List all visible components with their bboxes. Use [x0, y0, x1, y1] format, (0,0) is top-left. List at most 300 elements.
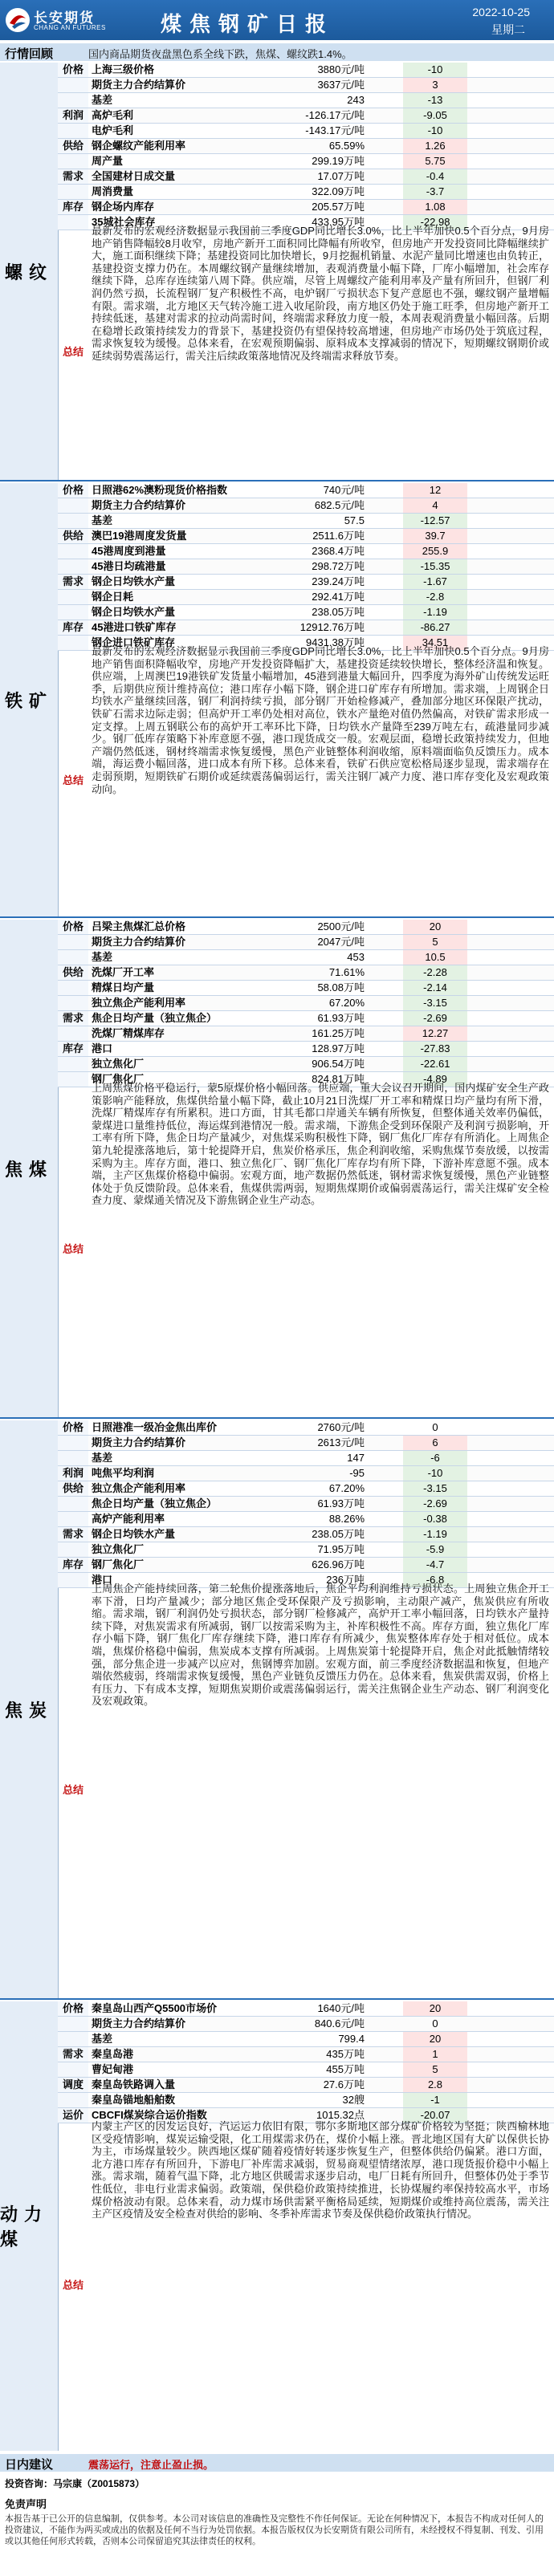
table-row [58, 996, 554, 1011]
row-indicator: 钢企场内库存 [92, 201, 155, 213]
summary-text: 内蒙主产区的因发运良好，汽运运力依旧有限，鄂尔多斯地区部分煤矿价格较为坚挺；陕西榆林地区受疫情影响，煤炭运输受限，化工用煤需求仍在，煤价小幅上涨。晋北地区国有大矿以保供长协为主，市场煤量较少。陕西地区煤矿随着疫情好转逐步恢复生产，但整体供给仍偏紧。港口方面，北方港口库存有所回升，下游电厂补库需求减弱，贸易商观望情绪浓厚，港口现货报价稳中小幅上涨。需求端，随着气温下降，北方地区供暖需求逐步启动，电厂日耗有所回升，但整体仍处于季节性低位，非电行业需求偏弱。政策端，保供稳价政策持续推进，长协煤履约率保持较高水平，市场煤价格波动有限。总体来看，动力煤市场供需紧平衡格局延续，短期煤价或维持高位震荡，需关注主产区疫情及安全检查对供给的影响、冬季补库需求节奏及保供稳价政策执行情况。 [92, 2120, 549, 2220]
table-row [58, 154, 554, 169]
row-subcategory: 库存 [58, 620, 88, 635]
row-subcategory [58, 1026, 88, 1041]
category-label: 焦炭 [0, 1420, 59, 1998]
report-weekday: 星期二 [491, 23, 525, 36]
summary-panel [58, 1080, 554, 1416]
section-divider [0, 1417, 554, 1419]
row-value: 2368.4万吨 [312, 545, 365, 557]
row-value: 626.96万吨 [312, 1558, 365, 1570]
row-value: 58.08万吨 [317, 981, 365, 993]
row-value: 128.97万吨 [312, 1042, 365, 1054]
row-change: 12.27 [403, 1026, 467, 1041]
row-subcategory: 需求 [58, 169, 88, 184]
row-change: 6 [403, 1436, 467, 1450]
row-indicator: 吨焦平均利润 [92, 1467, 155, 1479]
row-indicator: 吕梁主焦煤汇总价格 [92, 920, 186, 932]
row-indicator: 电炉毛利 [92, 124, 134, 136]
row-subcategory [58, 93, 88, 108]
row-subcategory [58, 1512, 88, 1526]
row-subcategory: 供给 [58, 965, 88, 980]
row-value: 799.4 [338, 2033, 365, 2045]
row-indicator: 期货主力合约结算价 [92, 1436, 186, 1448]
row-indicator: CBCFI煤炭综合运价指数 [92, 2109, 207, 2121]
row-subcategory [58, 950, 88, 965]
row-subcategory: 价格 [58, 483, 88, 498]
table-row [58, 1420, 554, 1436]
row-indicator: 钢企日耗 [92, 591, 134, 603]
summary-label: 总结 [62, 1242, 84, 1255]
row-subcategory: 需求 [58, 575, 88, 589]
row-change: 5.75 [403, 154, 467, 169]
summary-panel [58, 644, 554, 915]
row-value: 32艘 [342, 2094, 365, 2106]
row-subcategory [58, 2017, 88, 2031]
row-change: 5 [403, 2062, 467, 2077]
indicator-table [58, 2001, 554, 2123]
row-value: 239.24万吨 [312, 575, 365, 587]
row-subcategory: 库存 [58, 1558, 88, 1572]
row-indicator: 45港进口铁矿库存 [92, 621, 177, 633]
row-subcategory [58, 1057, 88, 1071]
row-value: 1640元/吨 [317, 2002, 365, 2014]
row-subcategory: 价格 [58, 2001, 88, 2016]
summary-panel [58, 1581, 554, 1997]
row-indicator: 钢厂焦化厂 [92, 1073, 145, 1085]
row-value: 61.93万吨 [317, 1012, 365, 1024]
row-change: -86.27 [403, 620, 467, 635]
row-indicator: 秦皇岛山西产Q5500市场价 [92, 2002, 218, 2014]
row-indicator: 钢厂焦化厂 [92, 1558, 145, 1570]
table-row [58, 2078, 554, 2093]
row-subcategory: 价格 [58, 920, 88, 934]
row-change: 20 [403, 2032, 467, 2046]
intraday-advice-label: 日内建议 [5, 2458, 54, 2472]
table-row [58, 2032, 554, 2047]
table-row [58, 950, 554, 965]
thermal-coal-section [0, 2001, 554, 2451]
row-change: 20 [403, 920, 467, 934]
brand-name-en: CHANG AN FUTURES [34, 24, 106, 31]
table-row [58, 1026, 554, 1042]
report-header [0, 0, 554, 40]
row-indicator: 独立焦企产能利用率 [92, 997, 186, 1009]
row-indicator: 基差 [92, 514, 113, 526]
row-change: -0.38 [403, 1512, 467, 1526]
category-label: 铁矿 [0, 483, 59, 916]
row-change: 1.08 [403, 200, 467, 214]
table-row [58, 1542, 554, 1558]
row-value: 435万吨 [326, 2048, 365, 2060]
summary-text: 上周焦企产能持续回落，第二轮焦价提涨落地后，焦企平均利润维持亏损状态。上周独立焦企开工率下滑，日均产量减少；部分地区焦企受环保限产及亏损影响，主动限产减产，焦炭供应有所收缩。需求端，钢厂利润仍处亏损状态，部分钢厂检修减产，高炉开工率小幅回落，日均铁水产量持续下降，对焦炭需求有所减弱，钢厂以按需采购为主，补库积极性不高。库存方面，独立焦化厂库存小幅下降，钢厂焦化厂库存继续下降，港口库存有所减少，焦炭整体库存处于相对低位。成本端，焦煤价格稳中偏弱，焦炭成本支撑有所减弱。上周焦炭第十轮提降开启，焦企对此抵触情绪较强，部分焦企进一步减产以应对，焦钢博弈加剧。宏观方面，前三季度经济数据温和恢复，但地产端依然疲弱，终端需求恢复缓慢，黑色产业链负反馈压力仍在。总体来看，焦炭供需双弱，价格上有压力、下有成本支撑，短期焦炭期价或震荡偏弱运行，需关注焦钢企业生产动态、钢厂利润变化及宏观政策。 [92, 1583, 549, 1708]
row-value: 1015.32点 [316, 2109, 365, 2121]
row-indicator: 45港日均疏港量 [92, 560, 166, 572]
row-subcategory [58, 590, 88, 604]
indicator-table [58, 1420, 554, 1588]
table-row [58, 108, 554, 124]
row-subcategory: 需求 [58, 1527, 88, 1542]
row-indicator: 钢企日均铁水产量 [92, 606, 176, 618]
row-change: -10 [403, 124, 467, 138]
row-change: 255.9 [403, 544, 467, 559]
row-change: -10 [403, 1466, 467, 1481]
row-change: -2.69 [403, 1497, 467, 1511]
row-value: 740元/吨 [323, 484, 365, 496]
row-subcategory [58, 996, 88, 1010]
row-subcategory [58, 935, 88, 949]
row-value: 243 [347, 94, 365, 106]
category-label: 动力煤 [0, 2001, 59, 2451]
row-subcategory [58, 544, 88, 559]
row-indicator: 期货主力合约结算价 [92, 499, 186, 511]
summary-text: 最新发布的宏观经济数据显示我国前三季度GDP同比增长3.0%，比上半年加快0.5个百分点，9月房地产销售降幅较8月收窄，房地产新开工面积同比降幅有所收窄，但房地产开发投资同比降幅继续扩大，施工面积继续下降；基建投资同比加快增长，9月挖掘机销量、水泥产量同比增速也由负转正，基建投资支撑力仍在。本周螺纹钢产量继续增加，表观消费量小幅下降，厂库小幅增加，社会库存继续下降，总库存连续第八周下降。供应端，尽管上周螺纹产能利用率及产量有所回升，但钢厂利润仍然亏损，长流程钢厂复产积极性不高，电炉钢厂亏损状态下复产意愿也不强，螺纹钢产量增幅有限。需求端，北方地区天气转冷施工进入收尾阶段，南方地区仍处于施工旺季，但房地产新开工持续低迷，基建对需求的拉动尚需时间，终端需求释放力度一般，本周表观消费量小幅回落。后期在稳增长政策持续发力的背景下，基建投资仍有望保持较高增速，但房地产市场仍处于筑底过程，需求恢复较为缓慢。总体来看，在宏观预期偏弱、原料成本支撑减弱的情况下，短期螺纹钢期价或延续弱势震荡运行，需关注后续政策落地情况及终端需求释放节奏。 [92, 225, 549, 362]
row-value: 238.05万吨 [312, 1528, 365, 1540]
row-change: -2.14 [403, 981, 467, 995]
report-footer [0, 2475, 554, 2576]
row-indicator: 周产量 [92, 155, 124, 167]
row-subcategory [58, 605, 88, 620]
row-subcategory [58, 2093, 88, 2107]
table-row [58, 139, 554, 154]
row-change: -1.19 [403, 605, 467, 620]
row-subcategory: 库存 [58, 1042, 88, 1056]
row-change: -4.89 [403, 1072, 467, 1087]
row-subcategory: 价格 [58, 1420, 88, 1435]
row-indicator: 焦企日均产量（独立焦企） [92, 1012, 218, 1024]
row-value: -95 [349, 1467, 365, 1479]
summary-text: 上周焦煤价格平稳运行，蒙5原煤价格小幅回落。供应端，重大会议召开期间，国内煤矿安全生产政策影响产能释放，焦煤供给量小幅下降，截止10月21日洗煤厂开工率和精煤日均产量均有所下滑，洗煤厂精煤库存有所累积。进口方面，甘其毛都口岸通关车辆有所恢复，但整体通关效率仍偏低，蒙煤进口量维持低位，海运煤到港情况一般。需求端，下游焦企受到环保限产及利润亏损影响，开工率有所下降，焦企日均产量减少，对焦煤采购积极性下降，钢厂焦化厂库存有所消化。上周焦企第九轮提涨落地后，第十轮提降开启，焦炭价格承压，焦企利润收缩，采购焦煤节奏放缓，以按需采购为主。库存方面，港口、独立焦化厂、钢厂焦化厂库存均有所下降，下游补库意愿不强。成本端，主产区焦煤价格稳中偏弱。宏观方面，地产数据仍然低迷，钢材需求恢复缓慢，黑色产业链整体处于负反馈阶段。总体来看，焦煤供需两弱，短期焦煤期价或偏弱震荡运行，需关注煤矿安全检查力度、蒙煤通关情况及下游焦钢企业生产动态。 [92, 1082, 549, 1207]
summary-panel [58, 2119, 554, 2449]
row-change: 1.26 [403, 139, 467, 153]
section-divider [0, 1998, 554, 2000]
row-change: -3.15 [403, 1481, 467, 1496]
table-row [58, 920, 554, 935]
table-row [58, 1057, 554, 1072]
row-change: -4.7 [403, 1558, 467, 1572]
row-value: 2760元/吨 [317, 1421, 365, 1433]
brand-logo [5, 5, 117, 35]
summary-label: 总结 [62, 345, 84, 358]
row-value: 2613元/吨 [317, 1436, 365, 1448]
row-value: 682.5元/吨 [314, 499, 365, 511]
row-value: 322.09万吨 [312, 185, 365, 197]
disclaimer-title: 免责声明 [5, 2498, 47, 2510]
row-subcategory [58, 1497, 88, 1511]
market-review-note: 国内商品期货夜盘黑色系全线下跌，焦煤、螺纹跌1.4%。 [88, 48, 352, 60]
row-indicator: 独立焦企产能利用率 [92, 1482, 186, 1494]
row-change: -2.8 [403, 590, 467, 604]
row-value: 3637元/吨 [317, 79, 365, 91]
table-row [58, 1558, 554, 1573]
row-value: 61.93万吨 [317, 1497, 365, 1509]
row-indicator: 45港周度到港量 [92, 545, 166, 557]
row-value: 292.41万吨 [312, 591, 365, 603]
category-label: 焦煤 [0, 920, 59, 1417]
analyst-line: 投资咨询：马宗康（Z0015873） [5, 2478, 145, 2489]
row-value: 71.95万吨 [317, 1543, 365, 1555]
row-change: -6 [403, 1451, 467, 1465]
row-value: 9431.38万吨 [306, 636, 365, 648]
report-date: 2022-10-25 [472, 6, 530, 18]
row-indicator: 洗煤厂开工率 [92, 966, 155, 978]
row-indicator: 基差 [92, 1452, 113, 1464]
row-indicator: 秦皇岛锚地船舶数 [92, 2094, 176, 2106]
row-indicator: 日照港62%澳粉现货价格指数 [92, 484, 228, 496]
row-value: 840.6元/吨 [314, 2017, 365, 2030]
row-subcategory [58, 514, 88, 528]
rebar-section [0, 63, 554, 480]
row-subcategory [58, 154, 88, 169]
row-value: 17.07万吨 [317, 170, 365, 182]
row-indicator: 港口 [92, 1042, 113, 1054]
row-subcategory: 库存 [58, 200, 88, 214]
row-value: 2500元/吨 [317, 920, 365, 932]
row-indicator: 独立焦化厂 [92, 1543, 145, 1555]
table-row [58, 981, 554, 996]
row-change: 10.5 [403, 950, 467, 965]
table-row [58, 529, 554, 544]
report-title: 煤焦钢矿日报 [161, 13, 335, 37]
row-value: 299.19万吨 [312, 155, 365, 167]
row-value: 298.72万吨 [312, 560, 365, 572]
row-indicator: 钢企进口铁矿库存 [92, 636, 176, 648]
table-row [58, 1512, 554, 1527]
intraday-advice-bar [0, 2454, 554, 2472]
table-row [58, 1481, 554, 1497]
row-subcategory: 供给 [58, 529, 88, 543]
row-value: 71.61% [328, 966, 365, 978]
row-value: -126.17元/吨 [305, 109, 365, 121]
row-change: -5.9 [403, 1542, 467, 1557]
row-value: 2047元/吨 [317, 936, 365, 948]
table-row [58, 590, 554, 605]
row-value: 236万吨 [326, 1574, 365, 1586]
row-change: -20.07 [403, 2108, 467, 2123]
summary-label: 总结 [62, 2278, 84, 2291]
row-value: 3880元/吨 [317, 63, 365, 75]
row-value: 67.20% [328, 997, 365, 1009]
row-subcategory [58, 559, 88, 574]
row-indicator: 高炉毛利 [92, 109, 134, 121]
row-indicator: 周消费量 [92, 185, 134, 197]
row-change: -3.7 [403, 185, 467, 199]
row-indicator: 期货主力合约结算价 [92, 79, 186, 91]
row-subcategory [58, 2032, 88, 2046]
section-divider [0, 480, 554, 481]
table-row [58, 935, 554, 950]
table-row [58, 185, 554, 200]
table-row [58, 200, 554, 215]
row-subcategory: 需求 [58, 1011, 88, 1026]
row-indicator: 期货主力合约结算价 [92, 2017, 186, 2030]
row-value: 161.25万吨 [312, 1027, 365, 1039]
table-row [58, 1466, 554, 1481]
row-change: 12 [403, 483, 467, 498]
table-row [58, 2017, 554, 2032]
row-subcategory [58, 124, 88, 138]
market-review-label: 行情回顾 [5, 47, 54, 61]
row-indicator: 全国建材日成交量 [92, 170, 176, 182]
row-value: -143.17元/吨 [305, 124, 365, 136]
row-change: 5 [403, 935, 467, 949]
row-subcategory: 利润 [58, 1466, 88, 1481]
row-change: -1.67 [403, 575, 467, 589]
row-change: 2.8 [403, 2078, 467, 2092]
row-indicator: 钢企螺纹产能利用率 [92, 140, 186, 152]
row-indicator: 钢企日均铁水产量 [92, 575, 176, 587]
table-row [58, 1451, 554, 1466]
row-subcategory [58, 1436, 88, 1450]
coking-coal-section [0, 920, 554, 1417]
table-row [58, 559, 554, 575]
intraday-advice-note: 震荡运行，注意止盈止损。 [88, 2459, 214, 2471]
row-change: 39.7 [403, 529, 467, 543]
iron-ore-section [0, 483, 554, 916]
row-value: 205.57万吨 [312, 201, 365, 213]
row-indicator: 基差 [92, 951, 113, 963]
row-subcategory [58, 981, 88, 995]
table-row [58, 514, 554, 529]
section-divider [0, 916, 554, 918]
row-value: 824.81万吨 [312, 1073, 365, 1085]
table-row [58, 1497, 554, 1512]
row-indicator: 洗煤厂精煤库存 [92, 1027, 165, 1039]
row-value: 88.26% [328, 1513, 365, 1525]
table-row [58, 63, 554, 78]
row-value: 27.6万吨 [323, 2078, 365, 2090]
row-indicator: 日照港准一级冶金焦出库价 [92, 1421, 218, 1433]
indicator-table [58, 920, 554, 1087]
row-indicator: 港口 [92, 1574, 113, 1586]
indicator-table [58, 483, 554, 651]
row-change: 34.51 [403, 636, 467, 650]
row-indicator: 独立焦化厂 [92, 1058, 145, 1070]
row-change: -22.61 [403, 1057, 467, 1071]
row-subcategory: 需求 [58, 2047, 88, 2062]
summary-label: 总结 [62, 774, 84, 786]
row-subcategory [58, 185, 88, 199]
table-row [58, 575, 554, 590]
table-row [58, 1042, 554, 1057]
row-change: -0.4 [403, 169, 467, 184]
table-row [58, 2001, 554, 2017]
row-subcategory: 利润 [58, 108, 88, 123]
row-change: 0 [432, 2017, 438, 2030]
row-change: -2.69 [403, 1011, 467, 1026]
coke-section [0, 1420, 554, 1998]
table-row [58, 544, 554, 559]
row-value: 57.5 [344, 514, 365, 526]
row-indicator: 基差 [92, 2033, 113, 2045]
brand-name: 长安期货 [34, 10, 95, 26]
row-value: 147 [347, 1452, 365, 1464]
row-change: 0 [432, 1421, 438, 1433]
row-indicator: 秦皇岛铁路调入量 [92, 2078, 176, 2090]
row-change: -15.35 [403, 559, 467, 574]
table-row [58, 620, 554, 636]
row-indicator: 精煤日均产量 [92, 981, 155, 993]
row-value: 455万吨 [326, 2063, 365, 2075]
indicator-table [58, 63, 554, 230]
table-row [58, 2047, 554, 2062]
row-change: -12.57 [403, 514, 467, 528]
table-row [58, 2062, 554, 2078]
row-change: -6.8 [403, 1573, 467, 1587]
row-subcategory: 运价 [58, 2108, 88, 2123]
row-value: 433.95万吨 [312, 216, 365, 228]
row-change: -3.15 [403, 996, 467, 1010]
row-change: 3 [403, 78, 467, 92]
table-row [58, 78, 554, 93]
table-row [58, 498, 554, 514]
row-change: -22.98 [403, 215, 467, 230]
table-row [58, 93, 554, 108]
row-change: -13 [403, 93, 467, 108]
row-value: 2511.6万吨 [312, 530, 365, 542]
table-row [58, 1011, 554, 1026]
table-row [58, 605, 554, 620]
market-review-bar [0, 43, 554, 61]
row-indicator: 高炉产能利用率 [92, 1513, 165, 1525]
row-indicator: 上海三级价格 [92, 63, 155, 75]
row-change: 1 [403, 2047, 467, 2062]
row-subcategory [58, 1451, 88, 1465]
row-value: 238.05万吨 [312, 606, 365, 618]
row-value: 906.54万吨 [312, 1058, 365, 1070]
row-value: 67.20% [328, 1482, 365, 1494]
summary-text: 最新发布的宏观经济数据显示我国前三季度GDP同比增长3.0%，比上半年加快0.5个百分点。9月房地产销售面积降幅收窄，房地产开发投资降幅扩大，基建投资延续较快增长，整体经济温和恢复。供应端，上周澳巴19港铁矿发货量小幅增加，45港到港量大幅回升，四季度为海外矿山传统发运旺季，后期供应预计维持高位；港口库存小幅下降，钢企进口矿库存有所增加。需求端，上周钢企日均铁水产量继续回落，钢厂利润持续亏损，部分钢厂开始检修减产，叠加部分地区环保限产扰动，铁矿石需求边际走弱；但高炉开工率仍处相对高位，铁水产量绝对值仍然偏高，对铁矿需求形成一定支撑。上周五钢联公布的高炉开工率环比下降，日均铁水产量降至239万吨左右，疏港量同步减少。钢厂低库存策略下补库意愿不强，港口现货成交一般。宏观层面，稳增长政策持续发力，但地产端仍然低迷，钢材终端需求恢复缓慢，黑色产业链整体利润收缩，原料端面临负反馈压力。成本端，海运费小幅回落，进口成本有所下移。总体来看，铁矿石供应宽松格局逐步显现，需求端存在走弱预期，短期铁矿石期价或延续震荡偏弱运行，需关注钢厂减产力度、港口库存变化及宏观政策动向。 [92, 645, 549, 795]
row-change: -9.05 [403, 108, 467, 123]
disclaimer-text: 本报告基于已公开的信息编制，仅供参考。本公司对该信息的准确性及完整性不作任何保证。无论在何种情况下，本报告不构成对任何人的投资建议，不能作为两买或成出的依据及任何不当行为处罚依据。本报告版权仅为长安期货有限公司所有，未经授权不得复制、刊发、引用或以其他任何形式转载，否则本公司保留追究其法律责任的权利。 [5, 2514, 544, 2546]
summary-panel [58, 223, 554, 478]
row-subcategory: 调度 [58, 2078, 88, 2092]
row-indicator: 澳巴19港周度发货量 [92, 530, 187, 542]
row-change: -27.83 [403, 1042, 467, 1056]
summary-label: 总结 [62, 1783, 84, 1796]
row-subcategory: 供给 [58, 1481, 88, 1496]
row-change: -2.28 [403, 965, 467, 980]
table-row [58, 483, 554, 498]
row-change: 20 [403, 2001, 467, 2016]
row-indicator: 35城社会库存 [92, 216, 156, 228]
row-subcategory: 价格 [58, 63, 88, 77]
row-indicator: 钢企日均铁水产量 [92, 1528, 176, 1540]
row-value: 12912.76万吨 [299, 621, 365, 633]
row-indicator: 秦皇岛港 [92, 2048, 134, 2060]
table-row [58, 965, 554, 981]
row-value: 453 [347, 951, 365, 963]
table-row [58, 169, 554, 185]
row-change: 4 [403, 498, 467, 513]
row-indicator: 曹妃甸港 [92, 2063, 134, 2075]
row-change: -1 [403, 2093, 467, 2107]
row-subcategory [58, 498, 88, 513]
row-subcategory [58, 78, 88, 92]
row-subcategory [58, 2062, 88, 2077]
row-subcategory: 供给 [58, 139, 88, 153]
table-row [58, 2093, 554, 2108]
row-change: -10 [403, 63, 467, 77]
row-indicator: 基差 [92, 94, 113, 106]
row-indicator: 期货主力合约结算价 [92, 936, 186, 948]
row-indicator: 焦企日均产量（独立焦企） [92, 1497, 218, 1509]
changan-logo-icon [5, 7, 31, 33]
row-subcategory [58, 1542, 88, 1557]
category-label: 螺纹 [0, 63, 59, 480]
table-row [58, 1527, 554, 1542]
table-row [58, 1436, 554, 1451]
